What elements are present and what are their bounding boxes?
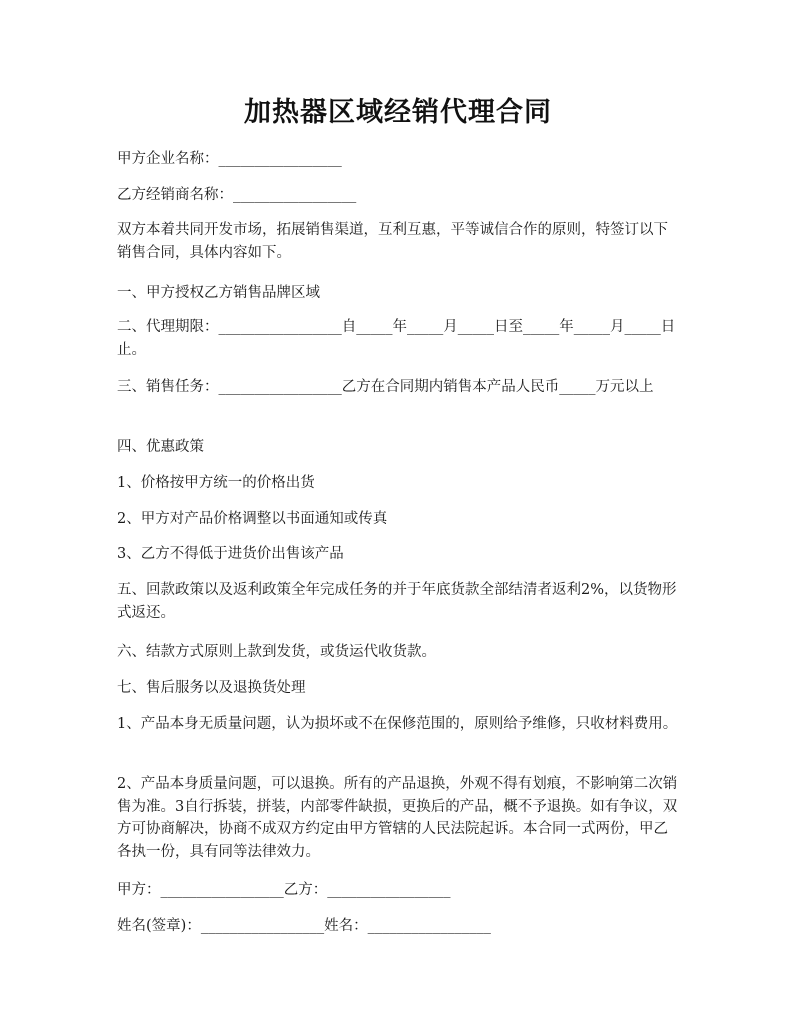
clause-7-heading: 七、售后服务以及退换货处理 (117, 680, 306, 696)
signature-parties-line: 甲方：_________________乙方：_________________ (117, 882, 451, 898)
clause-4-item-3: 3、乙方不得低于进货价出售该产品 (117, 546, 344, 562)
clause-5-rebate: 五、回款政策以及返利政策全年完成任务的并于年底货款全部结清者返利2%，以货物形式返还。 (117, 582, 677, 621)
clause-2-term: 二、代理期限：_________________自_____年_____月_____日至_____年_____月_____日止。 (117, 319, 676, 358)
clause-3-sales-target: 三、销售任务：_________________乙方在合同期内销售本产品人民币_____万元以上 (117, 379, 654, 395)
clause-7-item-2: 2、产品本身质量问题，可以退换。所有的产品退换，外观不得有划痕，不影响第二次销售为准。3自行拆装，拼装，内部零件缺损，更换后的产品，概不予退换。如有争议，双方可协商解决，协商不成双方约定由甲方管辖的人民法院起诉。本合同一式两份，甲乙各执一份，具有同等法律效力。 (117, 776, 678, 860)
document-title: 加热器区域经销代理合同 (244, 97, 552, 128)
party-a-name-line: 甲方企业名称：_________________ (117, 151, 342, 167)
clause-4-item-1: 1、价格按甲方统一的价格出货 (117, 475, 315, 491)
clause-4-item-2: 2、甲方对产品价格调整以书面通知或传真 (117, 511, 388, 527)
clause-4-heading: 四、优惠政策 (117, 439, 204, 455)
intro-paragraph: 双方本着共同开发市场，拓展销售渠道，互利互惠，平等诚信合作的原则，特签订以下销售合同，具体内容如下。 (117, 222, 668, 261)
clause-1-heading: 一、甲方授权乙方销售品牌区域 (117, 285, 320, 301)
clause-6-payment: 六、结款方式原则上款到发货，或货运代收货款。 (117, 644, 436, 660)
party-b-name-line: 乙方经销商名称：_________________ (117, 187, 357, 203)
clause-7-item-1: 1、产品本身无质量问题，认为损坏或不在保修范围的，原则给予维修，只收材料费用。 (117, 716, 678, 732)
signature-names-line: 姓名(签章)：_________________姓名：_________________ (117, 918, 491, 934)
